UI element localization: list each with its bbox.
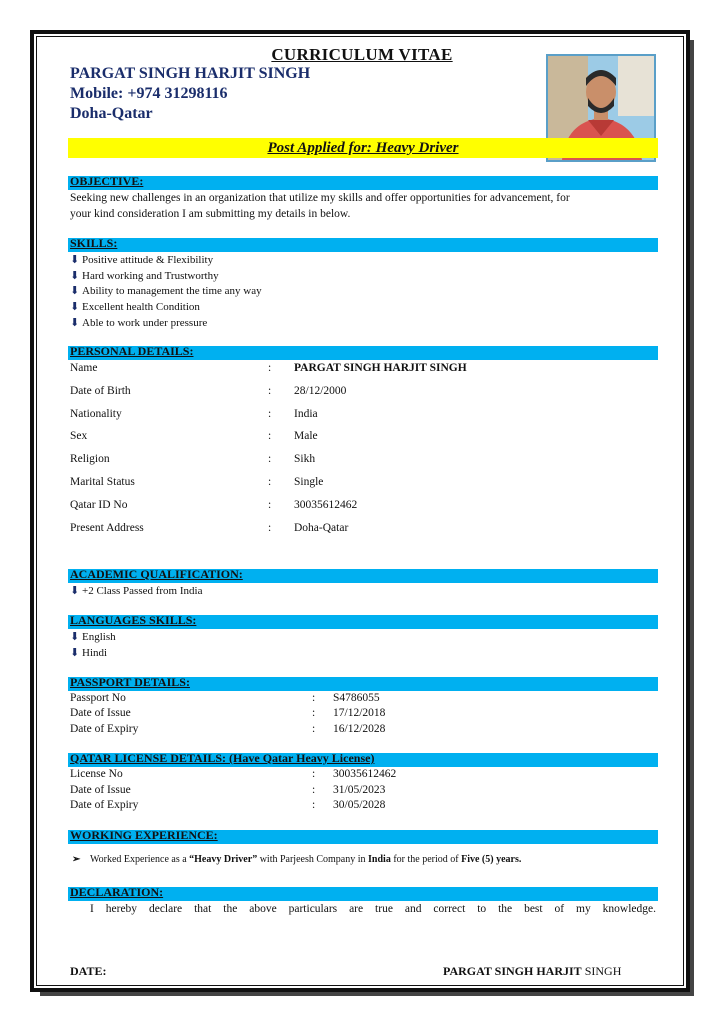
- arrow-down-bullet-icon: ⬇: [70, 270, 80, 282]
- colon: :: [312, 692, 316, 704]
- declaration-text: I hereby declare that the above particulars are true and correct to the best of my knowledge.: [90, 903, 656, 915]
- personal-value: Sikh: [294, 453, 316, 465]
- section-declaration: [68, 887, 658, 901]
- personal-value: 30035612462: [294, 499, 358, 511]
- section-heading: PASSPORT DETAILS:: [70, 675, 190, 689]
- colon: :: [312, 707, 316, 719]
- section-heading: QATAR LICENSE DETAILS: (Have Qatar Heavy License): [70, 751, 375, 765]
- arrow-down-bullet-icon: ⬇: [70, 631, 80, 643]
- passport-label: Passport No: [70, 692, 126, 704]
- skill-item: ⬇ Hard working and Trustworthy: [70, 270, 219, 282]
- arrow-down-bullet-icon: ⬇: [70, 317, 80, 329]
- objective-line-1: Seeking new challenges in an organization that utilize my skills and offer opportunities for advancement, for: [70, 192, 570, 204]
- skill-item: ⬇ Ability to management the time any way: [70, 285, 262, 297]
- personal-value: India: [294, 408, 318, 420]
- colon: :: [268, 430, 272, 442]
- candidate-location: Doha-Qatar: [70, 105, 153, 122]
- arrow-right-bullet-icon: ➢: [72, 854, 81, 865]
- passport-value: 16/12/2028: [333, 723, 386, 735]
- section-heading: PERSONAL DETAILS:: [70, 344, 194, 358]
- personal-value: Male: [294, 430, 318, 442]
- section-heading: ACADEMIC QUALIFICATION:: [70, 567, 243, 581]
- page-shadow-right: [690, 40, 694, 994]
- personal-label: Nationality: [70, 408, 122, 420]
- section-personal-details: [68, 346, 658, 360]
- signature-name: PARGAT SINGH HARJIT SINGH: [443, 964, 622, 978]
- skill-item: ⬇ Positive attitude & Flexibility: [70, 254, 214, 266]
- colon: :: [312, 799, 316, 811]
- license-value: 30035612462: [333, 768, 397, 780]
- personal-label: Sex: [70, 430, 88, 442]
- section-experience: [68, 830, 658, 844]
- arrow-down-bullet-icon: ⬇: [70, 301, 80, 313]
- personal-label: Name: [70, 362, 98, 374]
- date-label: DATE:: [70, 964, 107, 978]
- personal-value: Single: [294, 476, 324, 488]
- language-item: ⬇ English: [70, 631, 116, 643]
- arrow-down-bullet-icon: ⬇: [70, 585, 80, 597]
- section-heading: WORKING EXPERIENCE:: [70, 828, 218, 842]
- colon: :: [268, 408, 272, 420]
- colon: :: [268, 522, 272, 534]
- language-item: ⬇ Hindi: [70, 647, 108, 659]
- colon: :: [268, 499, 272, 511]
- arrow-down-bullet-icon: ⬇: [70, 285, 80, 297]
- personal-label: Present Address: [70, 522, 144, 534]
- section-objective: [68, 176, 658, 190]
- license-label: License No: [70, 768, 123, 780]
- license-label: Date of Issue: [70, 784, 131, 796]
- section-passport: [68, 677, 658, 691]
- personal-label: Qatar ID No: [70, 499, 128, 511]
- section-heading: OBJECTIVE:: [70, 174, 144, 188]
- passport-label: Date of Issue: [70, 707, 131, 719]
- colon: :: [312, 784, 316, 796]
- colon: :: [268, 362, 272, 374]
- section-heading: DECLARATION:: [70, 885, 164, 899]
- license-label: Date of Expiry: [70, 799, 139, 811]
- personal-value: PARGAT SINGH HARJIT SINGH: [294, 362, 467, 374]
- personal-value: Doha-Qatar: [294, 522, 349, 534]
- section-languages: [68, 615, 658, 629]
- colon: :: [268, 453, 272, 465]
- colon: :: [312, 768, 316, 780]
- candidate-name: PARGAT SINGH HARJIT SINGH: [70, 65, 311, 82]
- passport-value: 17/12/2018: [333, 707, 386, 719]
- personal-value: 28/12/2000: [294, 385, 347, 397]
- passport-value: S4786055: [333, 692, 380, 704]
- passport-label: Date of Expiry: [70, 723, 139, 735]
- experience-item: ➢ Worked Experience as a “Heavy Driver” with Parjeesh Company in India for the period of Five (5) years.: [72, 852, 521, 868]
- section-heading: LANGUAGES SKILLS:: [70, 613, 197, 627]
- academic-item: ⬇ +2 Class Passed from India: [70, 585, 203, 597]
- section-academic: [68, 569, 658, 583]
- personal-label: Marital Status: [70, 476, 135, 488]
- page-shadow-bottom: [40, 992, 694, 996]
- section-skills: [68, 238, 658, 252]
- objective-line-2: your kind consideration I am submitting my details in below.: [70, 208, 351, 220]
- post-applied: Post Applied for: Heavy Driver: [267, 140, 459, 156]
- document-title: CURRICULUM VITAE: [271, 45, 453, 64]
- license-value: 30/05/2028: [333, 799, 386, 811]
- section-license: [68, 753, 658, 767]
- arrow-down-bullet-icon: ⬇: [70, 647, 80, 659]
- colon: :: [268, 476, 272, 488]
- license-value: 31/05/2023: [333, 784, 386, 796]
- personal-label: Date of Birth: [70, 385, 131, 397]
- skill-item: ⬇ Excellent health Condition: [70, 301, 200, 313]
- arrow-down-bullet-icon: ⬇: [70, 254, 80, 266]
- personal-label: Religion: [70, 453, 110, 465]
- candidate-mobile: Mobile: +974 31298116: [70, 85, 228, 102]
- section-heading: SKILLS:: [70, 236, 118, 250]
- skill-item: ⬇ Able to work under pressure: [70, 317, 208, 329]
- colon: :: [312, 723, 316, 735]
- colon: :: [268, 385, 272, 397]
